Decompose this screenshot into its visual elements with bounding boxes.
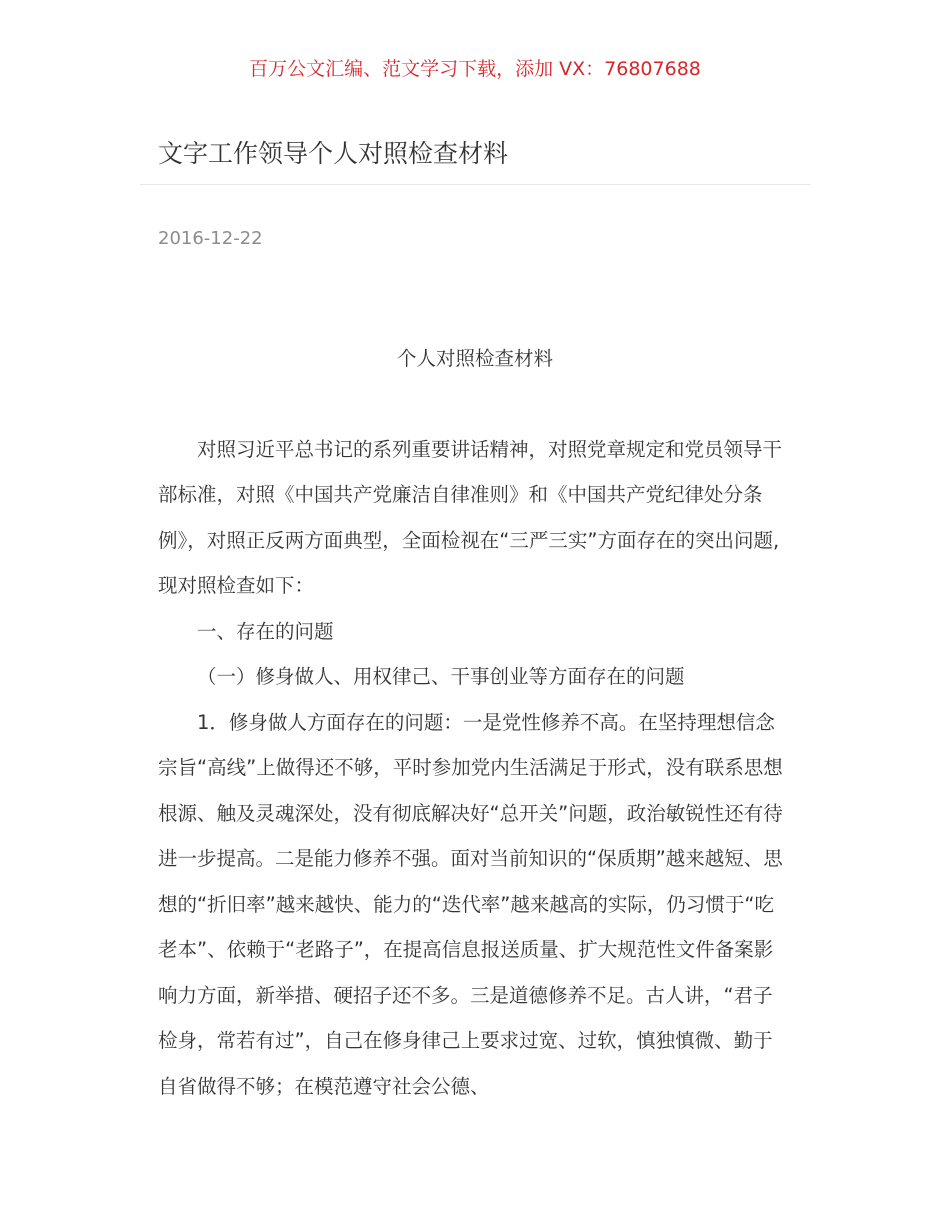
promo-banner: 百万公文汇编、范文学习下载，添加 VX：76807688 [249,58,701,80]
article-date: 2016-12-22 [158,228,263,249]
subsection-heading: （一）修身做人、用权律己、干事创业等方面存在的问题 [197,665,685,688]
item-paragraph: 1．修身做人方面存在的问题：一是党性修养不高。在坚持理想信念宗旨“高线”上做得还不够，平时参加党内生活满足于形式，没有联系思想根源、触及灵魂深处，没有彻底解决好“总开关”问题，政治敏锐性还有待进一步提高。二是能力修养不强。面对当前知识的“保质期”越来越短、思想的“折旧率”越来越快、能力的“迭代率”越来越高的实际，仍习惯于“吃老本”、依赖于“老路子”，在提高信息报送质量、扩大规范性文件备案影响力方面，新举措、硬招子还不多。三是道德修养不足。古人讲，“君子检身，常若有过”，自己在修身律己上要求过宽、过软，慎独慎微、勤于自省做得不够；在模范遵守社会公德、 [158,710,783,1098]
article-content [158,336,792,1109]
intro-paragraph: 对照习近平总书记的系列重要讲话精神，对照党章规定和党员领导干部标准，对照《中国共产党廉洁自律准则》和《中国共产党纪律处分条例》，对照正反两方面典型，全面检视在“三严三实”方面存在的突出问题,现对照检查如下： [158,437,783,597]
section-heading: 一、存在的问题 [197,619,334,643]
article-title: 文字工作领导个人对照检查材料 [158,139,509,168]
title-divider [140,184,810,185]
document-heading: 个人对照检查材料 [396,347,553,370]
